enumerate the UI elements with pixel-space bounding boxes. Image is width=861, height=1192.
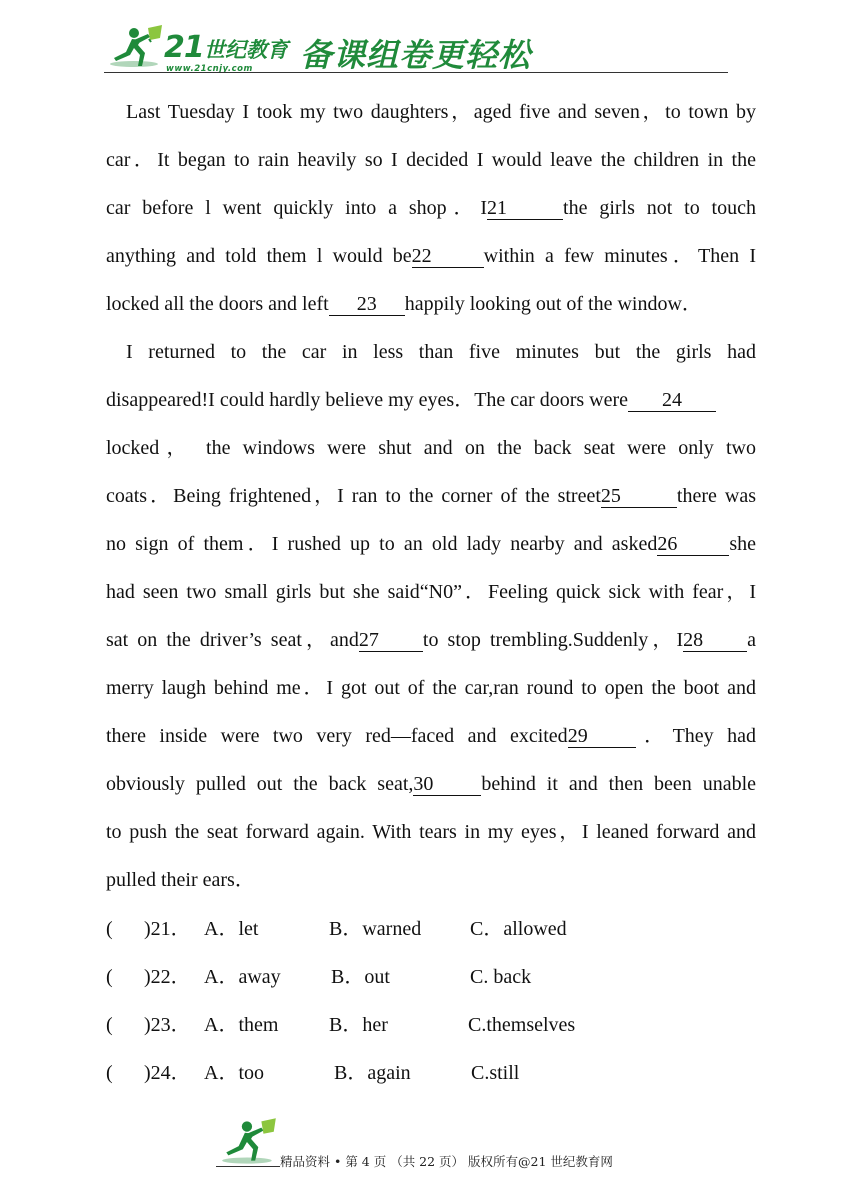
- footer-text: 精品资料 • 第 4 页 （共 22 页） 版权所有@21 世纪教育网: [280, 1154, 613, 1169]
- option-a: A．too: [204, 1062, 264, 1084]
- passage-line: car．It began to rain heavily so I decided I would leave the children in the: [106, 149, 756, 171]
- option-c: C.still: [471, 1062, 520, 1084]
- answer-bracket[interactable]: (: [106, 918, 113, 940]
- blank-23: 23: [329, 293, 405, 316]
- passage-line: locked all the doors and left 23 happily looking out of the window．: [106, 293, 702, 315]
- passage-line: coats．Being frightened，I ran to the corner of the street25 there was: [106, 485, 756, 507]
- option-a: A．let: [204, 918, 259, 940]
- passage-line: sat on the driver’s seat，and27 to stop trembling.Suddenly，I28 a: [106, 629, 756, 651]
- blank-24: 24: [628, 389, 716, 412]
- option-b: B．again: [334, 1062, 411, 1084]
- option-b: B．out: [331, 966, 390, 988]
- header-slogan: 备课组卷更轻松: [300, 36, 532, 74]
- passage-line: Last Tuesday I took my two daughters，aged five and seven，to town by: [126, 101, 756, 123]
- option-a: A．them: [204, 1014, 279, 1036]
- footer-runner-logo-icon: [216, 1116, 282, 1168]
- blank-26: 26: [657, 533, 729, 556]
- blank-29: 29: [568, 725, 636, 748]
- passage-line: I returned to the car in less than five minutes but the girls had: [126, 341, 756, 363]
- option-c: C. back: [470, 966, 532, 988]
- footer-divider: [216, 1166, 280, 1167]
- passage-line: locked， the windows were shut and on the back seat were only two: [106, 437, 756, 459]
- passage-line: no sign of them．I rushed up to an old lady nearby and asked26 she: [106, 533, 756, 555]
- option-b: B．her: [329, 1014, 388, 1036]
- brand-number: 21: [164, 30, 204, 65]
- answer-bracket[interactable]: (: [106, 1014, 113, 1036]
- blank-27: 27: [359, 629, 423, 652]
- option-a: A．away: [204, 966, 281, 988]
- blank-28: 28: [683, 629, 747, 652]
- option-c: C．allowed: [470, 918, 567, 940]
- answer-bracket[interactable]: (: [106, 1062, 113, 1084]
- passage-line: car before l went quickly into a shop．I21 the girls not to touch: [106, 197, 756, 219]
- blank-30: 30: [413, 773, 481, 796]
- passage-line: merry laugh behind me．I got out of the car,ran round to open the boot and: [106, 677, 756, 699]
- answer-bracket[interactable]: (: [106, 966, 113, 988]
- question-number: )22．: [144, 966, 191, 988]
- passage-line: to push the seat forward again. With tears in my eyes，I leaned forward and: [106, 821, 756, 843]
- passage-line: there inside were two very red—faced and excited29 ．They had: [106, 725, 756, 747]
- passage-line: had seen two small girls but she said“N0”．Feeling quick sick with fear，I: [106, 581, 756, 603]
- question-number: )23．: [144, 1014, 191, 1036]
- option-c: C.themselves: [468, 1014, 576, 1036]
- passage-line: anything and told them l would be22 within a few minutes．Then I: [106, 245, 756, 267]
- runner-logo-icon: [104, 24, 168, 72]
- page-header: [104, 22, 728, 78]
- header-divider: [104, 72, 728, 73]
- blank-22: 22: [412, 245, 484, 268]
- passage-line: disappeared!I could hardly believe my eyes．The car doors were 24: [106, 386, 756, 414]
- option-b: B．warned: [329, 918, 422, 940]
- passage-line: obviously pulled out the back seat,30 behind it and then been unable: [106, 773, 756, 795]
- blank-25: 25: [601, 485, 677, 508]
- blank-21: 21: [487, 197, 563, 220]
- question-number: )21．: [144, 918, 191, 940]
- brand-url: www.21cnjy.com: [166, 64, 253, 74]
- question-number: )24．: [144, 1062, 191, 1084]
- passage-line: pulled their ears．: [106, 869, 255, 891]
- brand-name: 世纪教育: [204, 38, 288, 62]
